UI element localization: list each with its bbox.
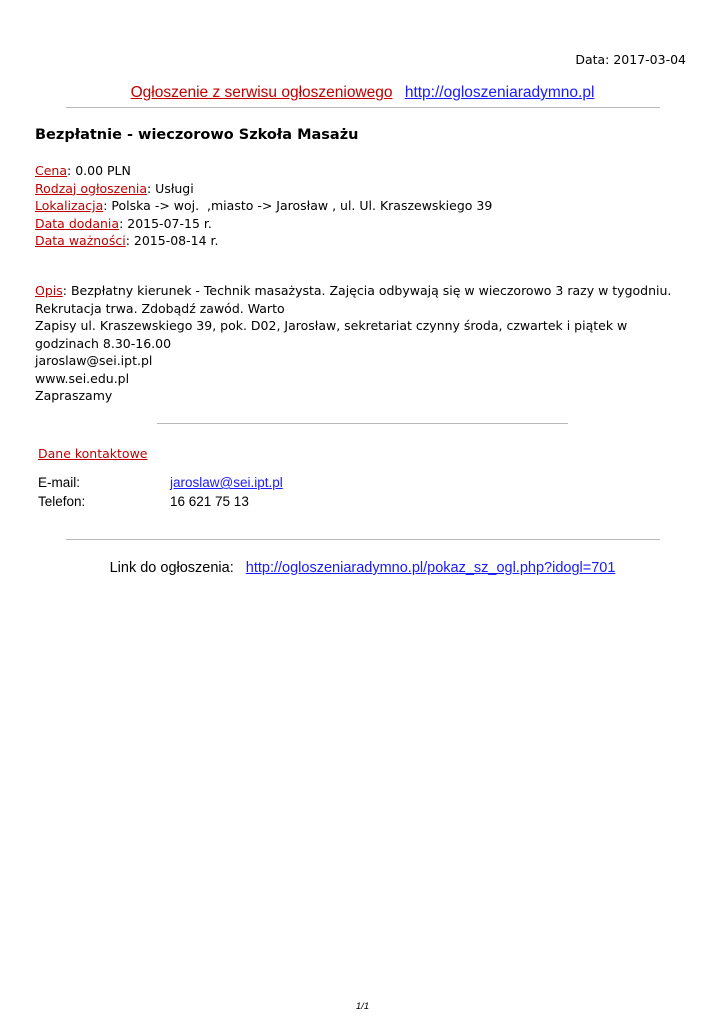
contact-title[interactable]: Dane kontaktowe: [38, 446, 148, 461]
ad-link: [0, 560, 725, 576]
phone-label: Telefon:: [38, 494, 86, 509]
field-label[interactable]: Lokalizacja: [35, 198, 104, 213]
description-line: godzinach 8.30-16.00: [35, 335, 172, 351]
field-type: [35, 180, 492, 198]
description-line: www.sei.edu.pl: [35, 370, 130, 386]
header-divider: [66, 107, 660, 108]
ad-fields: [35, 162, 492, 250]
contact-email-row: [38, 473, 283, 492]
footer-divider: [66, 539, 660, 540]
page-number: 1/1: [355, 1001, 370, 1012]
description-label[interactable]: Opis: [35, 283, 63, 298]
field-value: : 2015-07-15 r.: [119, 215, 212, 231]
field-label[interactable]: Rodzaj ogłoszenia: [35, 180, 147, 196]
description-line: Zapraszamy: [35, 388, 113, 403]
field-price: [35, 162, 492, 180]
email-label: E-mail:: [38, 475, 81, 490]
contact-details: [38, 473, 283, 511]
print-date: Data: 2017-03-04: [575, 52, 686, 67]
field-label[interactable]: Cena: [35, 163, 68, 178]
field-value: : 2015-08-14 r.: [125, 233, 219, 248]
description-line: jaroslaw@sei.ipt.pl: [35, 353, 153, 368]
field-value: : 0.00 PLN: [67, 163, 131, 178]
description-line: Rekrutacja trwa. Zdobądź zawód. Warto: [35, 300, 285, 316]
description-line: Zapisy ul. Kraszewskiego 39, pok. D02, Jarosław, sekretariat czynny środa, czwartek i piątek w: [35, 318, 628, 333]
field-value: : Usługi: [146, 180, 194, 196]
source-url-link[interactable]: http://ogloszeniaradymno.pl: [404, 84, 595, 101]
field-label[interactable]: Data dodania: [35, 215, 120, 231]
ad-link-label: Link do ogłoszenia:: [109, 560, 234, 576]
ad-description: [35, 282, 695, 405]
section-divider: [157, 423, 568, 424]
ad-title: Bezpłatnie - wieczorowo Szkoła Masażu: [35, 127, 359, 143]
field-date-valid: [35, 232, 492, 250]
field-location: [35, 197, 492, 215]
header: [0, 84, 725, 102]
field-date-added: [35, 215, 492, 233]
email-link[interactable]: jaroslaw@sei.ipt.pl: [170, 475, 283, 490]
phone-value: 16 621 75 13: [170, 494, 249, 509]
ad-link-url[interactable]: http://ogloszeniaradymno.pl/pokaz_sz_ogl.php?idogl=701: [245, 560, 616, 576]
field-label[interactable]: Data ważności: [35, 233, 126, 248]
description-line: : Bezpłatny kierunek - Technik masażysta. Zajęcia odbywają się w wieczorowo 3 razy w tygodniu.: [62, 283, 672, 298]
source-link[interactable]: Ogłoszenie z serwisu ogłoszeniowego: [130, 84, 393, 101]
contact-phone-row: [38, 492, 283, 511]
field-value: : Polska -> woj. ,miasto -> Jarosław , ul. Ul. Kraszewskiego 39: [103, 198, 493, 213]
